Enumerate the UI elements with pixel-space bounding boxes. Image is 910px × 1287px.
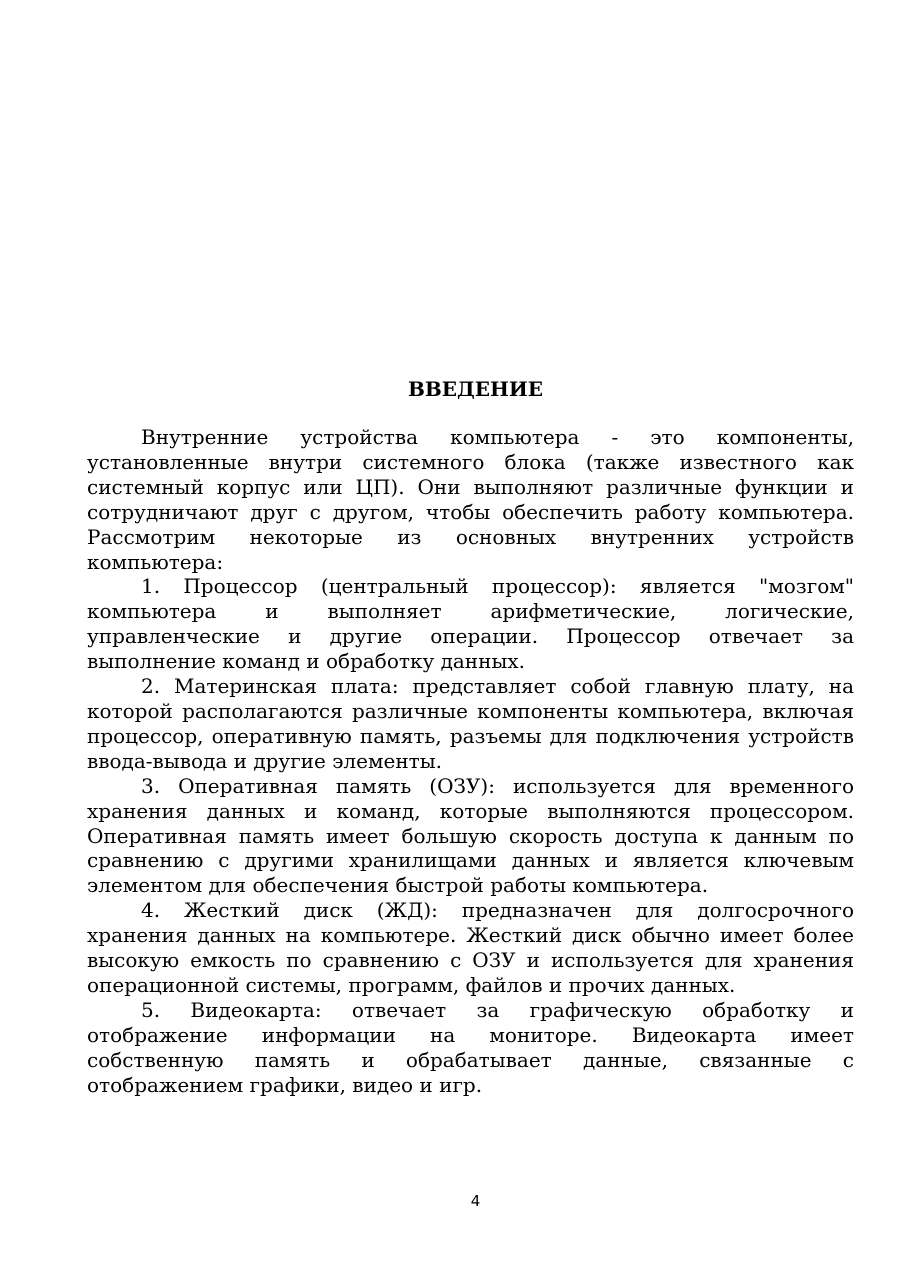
section-title: ВВЕДЕНИЕ xyxy=(407,377,544,401)
list-item-video-card: 5. Видеокарта: отвечает за графическую обработку и отображение информации на мониторе. Видеокарта имеет собственную память и обрабатывает данные, связанные с отображением графики, видео и игр. xyxy=(87,997,854,1097)
list-item-hard-drive: 4. Жесткий диск (ЖД): предназначен для долгосрочного хранения данных на компьютере. Жесткий диск обычно имеет более высокую емкость по сравнению с ОЗУ и используется для хранения операционной системы, программ, файлов и прочих данных. xyxy=(87,898,854,997)
list-item-processor: 1. Процессор (центральный процессор): является "мозгом" компьютера и выполняет арифметические, логические, управленческие и другие операции. Процессор отвечает за выполнение команд и обработку данных. xyxy=(87,574,854,674)
list-item-motherboard: 2. Материнская плата: представляет собой главную плату, на которой располагаются различные компоненты компьютера, включая процессор, оперативную память, разъемы для подключения устройств ввода-вывода и другие элементы. xyxy=(87,674,854,773)
list-item-ram: 3. Оперативная память (ОЗУ): используется для временного хранения данных и команд, которые выполняются процессором. Оперативная память имеет большую скорость доступа к данным по сравнению с другими хранилищами данных и является ключевым элементом для обеспечения быстрой работы компьютера. xyxy=(87,773,854,898)
page-number: 4 xyxy=(470,1192,481,1210)
page-content xyxy=(87,374,854,1097)
intro-paragraph: Внутренние устройства компьютера - это компоненты, установленные внутри системного блока (также известного как системный корпус или ЦП). Они выполняют различные функции и сотрудничают друг с другом, чтобы обеспечить работу компьютера. Рассмотрим некоторые из основных внутренних устройств компьютера: xyxy=(87,425,854,574)
